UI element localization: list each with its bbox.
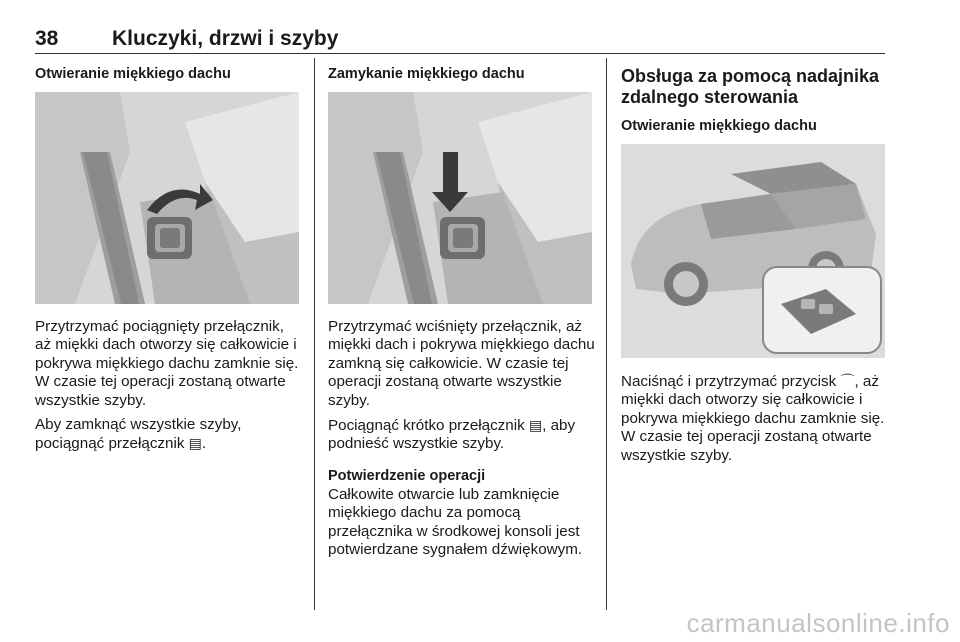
- window-switch-icon: ▤: [188, 435, 202, 452]
- chapter-title: Kluczyki, drzwi i szyby: [112, 27, 339, 50]
- paragraph: Całkowite otwarcie lub zamknięcie miękkiego dachu za pomocą przełącznika w środkowej konsoli jest potwierdzane sygnałem dźwiękowym.: [328, 485, 583, 559]
- section-heading: Otwieranie miękkiego dachu: [35, 66, 231, 82]
- column-1: [35, 66, 300, 460]
- watermark: carmanualsonline.info: [686, 608, 950, 638]
- console-push-illustration: [328, 92, 592, 304]
- section-heading: Obsługa za pomocą nadajnika zdalnego sterowania: [621, 66, 880, 107]
- column-divider: [606, 58, 607, 610]
- page-number: 38: [35, 27, 59, 50]
- roof-open-icon: ⌒: [840, 373, 855, 389]
- paragraph: Pociągnąć krótko przełącznik ▤, aby podnieść wszystkie szyby.: [328, 417, 576, 453]
- paragraph: Przytrzymać wciśnięty przełącznik, aż miękki dach i pokrywa miękkiego dachu zamkną się całkowicie. W czasie tej operacji zostaną otwarte wszystkie szyby.: [328, 318, 595, 409]
- console-pull-illustration: [35, 92, 299, 304]
- section-heading: Zamykanie miękkiego dachu: [328, 66, 525, 82]
- column-3: [621, 66, 891, 471]
- paragraph: Naciśnąć i przytrzymać przycisk ⌒, aż miękki dach otworzy się całkowicie i pokrywa miękkiego dachu zamknie się. W czasie tej operacji zostaną otwarte wszystkie szyby.: [621, 373, 885, 464]
- header-rule: [35, 53, 885, 54]
- car-remote-illustration: [621, 144, 885, 358]
- window-switch-icon: ▤: [528, 417, 543, 434]
- paragraph: Przytrzymać pociągnięty przełącznik, aż miękki dach otworzy się całkowicie i pokrywa miękkiego dachu zamknie się. W czasie tej operacji zostaną otwarte wszystkie szyby.: [35, 318, 299, 409]
- column-divider: [314, 58, 315, 610]
- column-2: [328, 66, 596, 565]
- paragraph: Aby zamknąć wszystkie szyby, pociągnąć przełącznik ▤.: [35, 416, 242, 453]
- subheading: Potwierdzenie operacji: [328, 467, 486, 484]
- subheading: Otwieranie miękkiego dachu: [621, 118, 817, 134]
